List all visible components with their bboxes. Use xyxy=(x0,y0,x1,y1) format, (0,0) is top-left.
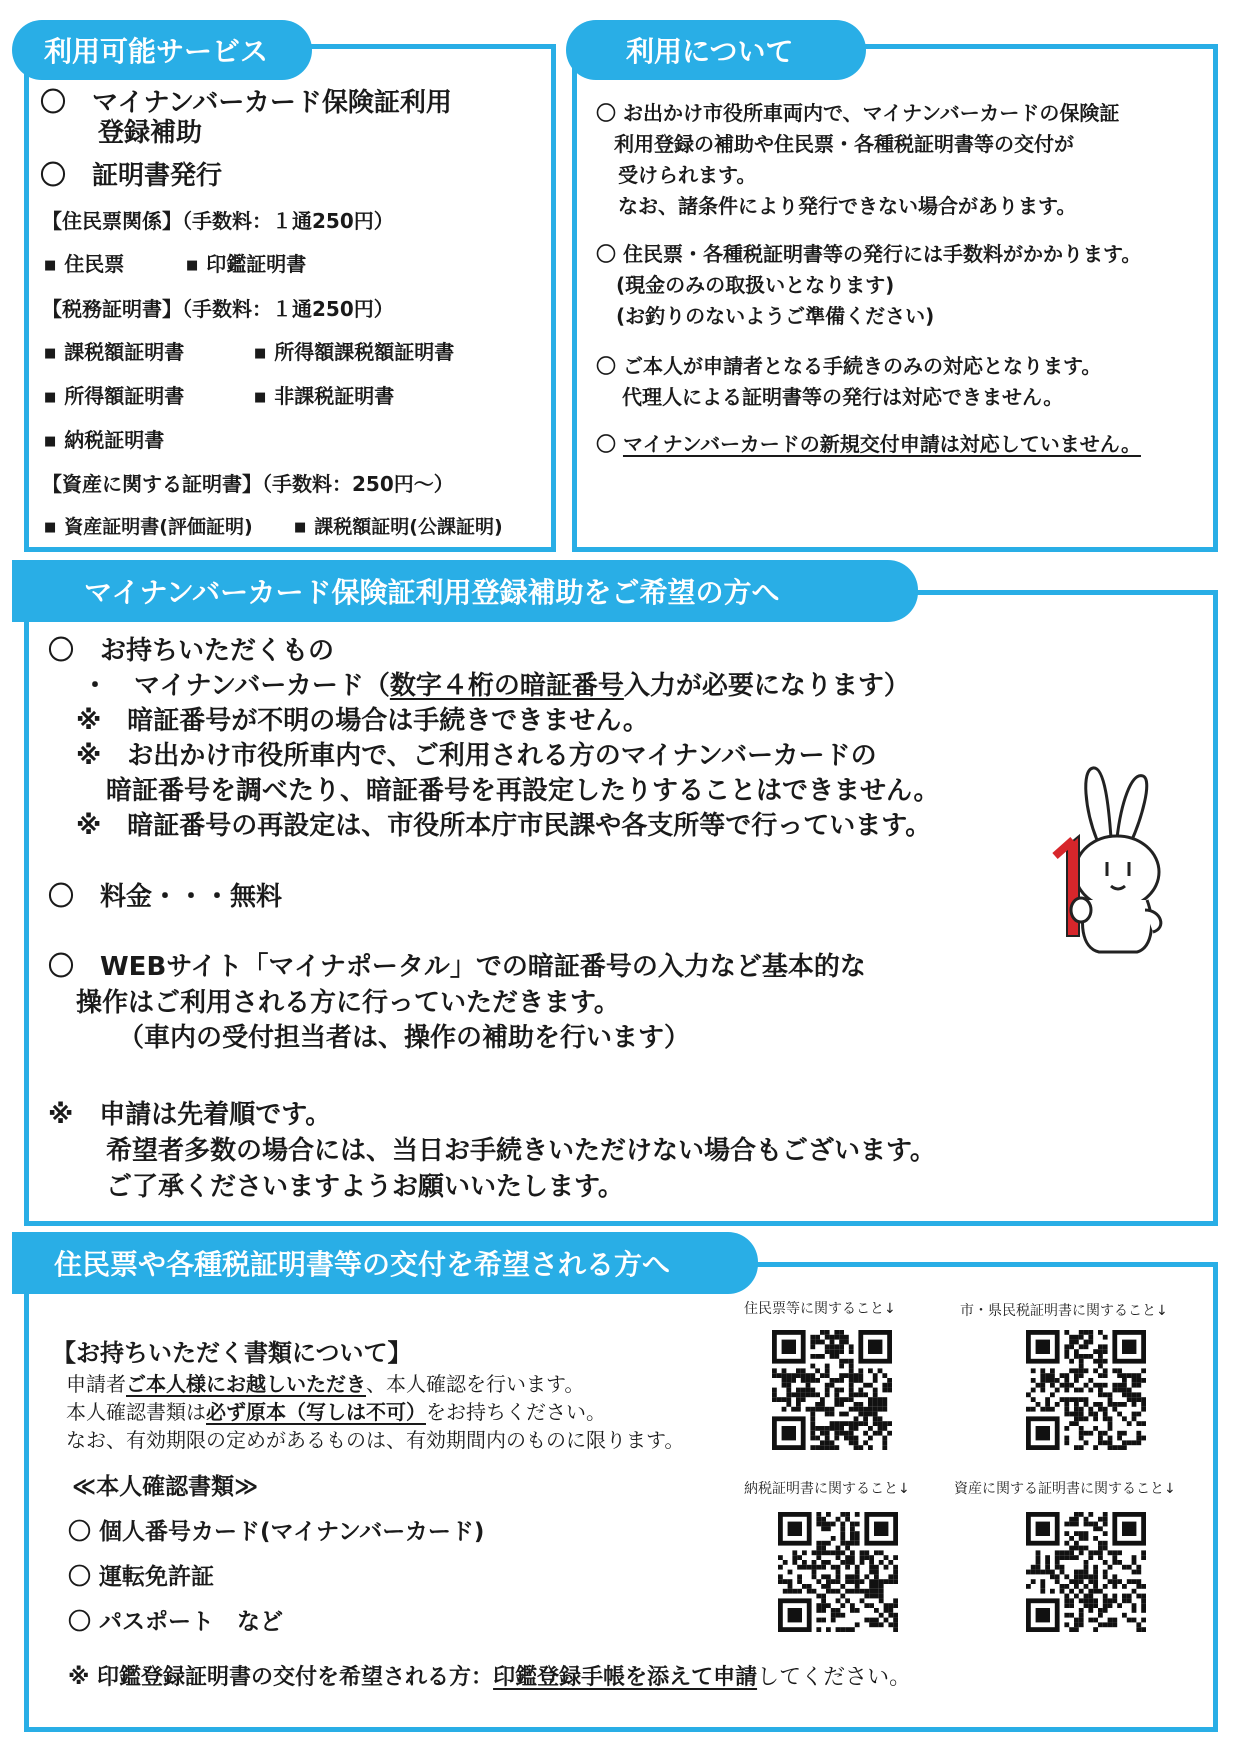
mn-order-cont: 希望者多数の場合には、当日お手続きいただけない場合もございます。 xyxy=(106,1136,936,1166)
service-item-mynumber: 〇 マイナンバーカード保険証利用 xyxy=(40,88,452,118)
services-tab: 利用可能サービス xyxy=(12,20,312,80)
mn-web-cont: 操作はご利用される方に行っていただきます。 xyxy=(76,988,620,1018)
bullet-icon: ■ xyxy=(186,258,199,273)
qr-label-assets: 資産に関する証明書に関すること↓ xyxy=(954,1481,1176,1497)
mascot-rabbit-icon xyxy=(1045,760,1175,960)
list-item: ■ 課税額証明(公課証明) xyxy=(294,516,503,538)
id-doc-license: 〇 運転免許証 xyxy=(68,1564,215,1590)
seal-note: ※ 印鑑登録証明書の交付を希望される方：印鑑登録手帳を添えて申請してください。 xyxy=(68,1665,912,1690)
usage-tab: 利用について xyxy=(566,20,866,80)
bullet-icon: ■ xyxy=(294,520,307,535)
certs-heading: 【お持ちいただく書類について】 xyxy=(52,1339,412,1367)
qr-label-citytax: 市・県民税証明書に関すること↓ xyxy=(960,1303,1168,1319)
usage-p1-l3: 受けられます。 xyxy=(618,163,757,187)
qr-label-taxpaid: 納税証明書に関すること↓ xyxy=(744,1481,910,1497)
list-item: ■ 住民票 xyxy=(44,252,125,276)
bullet-icon: ■ xyxy=(254,346,267,361)
mn-note2: ※ お出かけ市役所車内で、ご利用される方のマイナンバーカードの xyxy=(76,741,877,771)
list-item: ■ 資産証明書(評価証明) xyxy=(44,516,253,538)
usage-p2-l3: (お釣りのないようご準備ください) xyxy=(616,304,935,328)
group-resident-heading: 【住民票関係】（手数料：１通250円） xyxy=(42,209,394,233)
list-item: ■ 所得額証明書 xyxy=(44,384,185,408)
bullet-icon: ■ xyxy=(44,434,57,449)
mn-note1: ※ 暗証番号が不明の場合は手続きできません。 xyxy=(76,706,649,736)
id-doc-passport: 〇 パスポート など xyxy=(68,1609,284,1635)
service-item-certificates: 〇 証明書発行 xyxy=(40,161,223,191)
service-item-mynumber-cont: 登録補助 xyxy=(98,118,203,148)
certs-p2: 本人確認書類は必ず原本（写しは不可）をお持ちください。 xyxy=(66,1400,606,1424)
bullet-icon: ■ xyxy=(44,346,57,361)
list-item: ■ 納税証明書 xyxy=(44,428,165,452)
id-docs-heading: ≪本人確認書類≫ xyxy=(72,1474,259,1500)
mn-bring: 〇 お持ちいただくもの xyxy=(48,636,335,666)
usage-p4: 〇 マイナンバーカードの新規交付申請は対応していません。 xyxy=(596,432,1141,456)
usage-p2-l1: 〇 住民票・各種税証明書等の発行には手数料がかかります。 xyxy=(596,242,1142,266)
mn-fee: 〇 料金・・・無料 xyxy=(48,882,283,912)
certs-p1: 申請者ご本人様にお越しいただき、本人確認を行います。 xyxy=(66,1372,585,1396)
certs-p3: なお、有効期限の定めがあるものは、有効期間内のものに限ります。 xyxy=(66,1428,685,1452)
qr-code-taxpaid[interactable] xyxy=(778,1512,898,1632)
usage-p2-l2: (現金のみの取扱いとなります) xyxy=(616,273,895,297)
usage-p1-l1: 〇 お出かけ市役所車両内で、マイナンバーカードの保険証 xyxy=(596,101,1120,125)
id-doc-mynumber: 〇 個人番号カード(マイナンバーカード) xyxy=(68,1519,485,1545)
group-asset-heading: 【資産に関する証明書】（手数料：250円～） xyxy=(42,472,454,496)
mn-note3: ※ 暗証番号の再設定は、市役所本庁市民課や各支所等で行っています。 xyxy=(76,811,932,841)
mn-order-cont2: ご了承くださいますようお願いいたします。 xyxy=(106,1172,624,1202)
mn-web: 〇 WEBサイト「マイナポータル」での暗証番号の入力など基本的な xyxy=(48,952,866,982)
usage-p3-l1: 〇 ご本人が申請者となる手続きのみの対応となります。 xyxy=(596,354,1102,378)
list-item: ■ 印鑑証明書 xyxy=(186,252,307,276)
qr-code-assets[interactable] xyxy=(1026,1512,1146,1632)
certs-tab: 住民票や各種税証明書等の交付を希望される方へ xyxy=(12,1232,758,1294)
group-tax-heading: 【税務証明書】（手数料：１通250円） xyxy=(42,297,394,321)
usage-p1-l4: なお、諸条件により発行できない場合があります。 xyxy=(618,194,1077,218)
mn-order: ※ 申請は先着順です。 xyxy=(48,1100,332,1130)
list-item: ■ 課税額証明書 xyxy=(44,340,185,364)
mn-web-note: （車内の受付担当者は、操作の補助を行います） xyxy=(118,1023,691,1053)
bullet-icon: ■ xyxy=(44,520,57,535)
usage-p3-l2: 代理人による証明書等の発行は対応できません。 xyxy=(622,385,1064,409)
list-item: ■ 所得額課税額証明書 xyxy=(254,340,455,364)
mynumber-tab: マイナンバーカード保険証利用登録補助をご希望の方へ xyxy=(12,560,918,622)
bullet-icon: ■ xyxy=(44,390,57,405)
qr-code-resident[interactable] xyxy=(772,1330,892,1450)
list-item: ■ 非課税証明書 xyxy=(254,384,395,408)
qr-code-citytax[interactable] xyxy=(1026,1330,1146,1450)
bullet-icon: ■ xyxy=(254,390,267,405)
usage-p1-l2: 利用登録の補助や住民票・各種税証明書等の交付が xyxy=(614,132,1074,156)
mn-card: ・ マイナンバーカード（数字４桁の暗証番号入力が必要になります） xyxy=(82,671,910,701)
bullet-icon: ■ xyxy=(44,258,57,273)
mn-note2-cont: 暗証番号を調べたり、暗証番号を再設定したりすることはできません。 xyxy=(106,776,940,806)
qr-label-resident: 住民票等に関すること↓ xyxy=(744,1301,896,1317)
